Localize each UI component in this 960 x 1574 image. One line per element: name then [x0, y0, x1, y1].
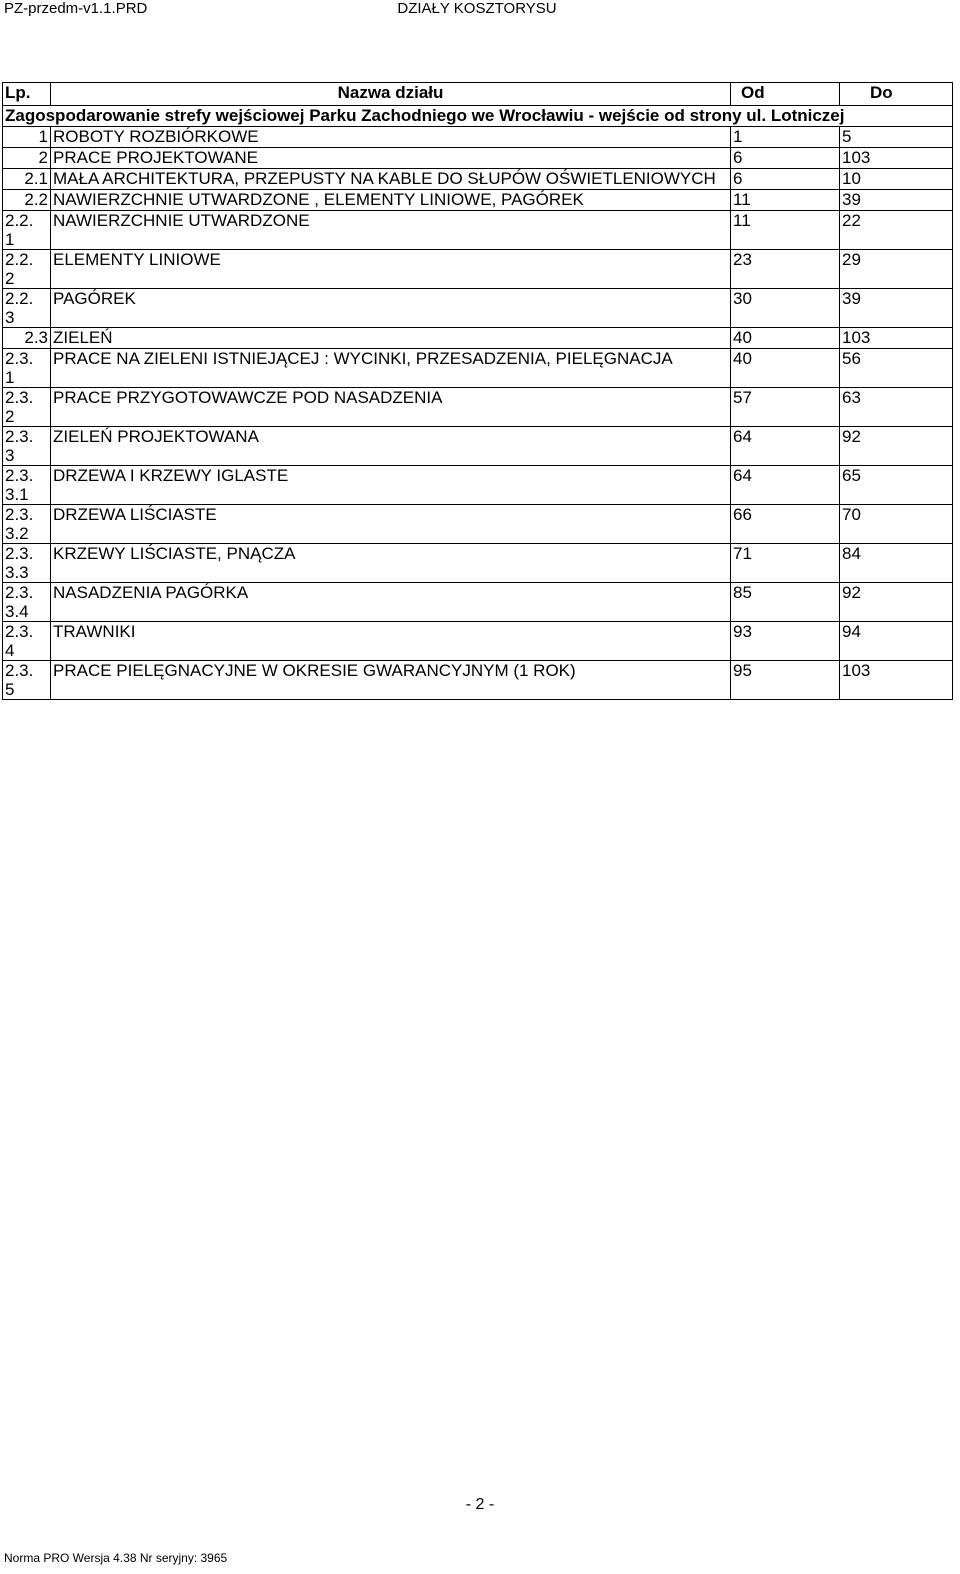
table-row	[3, 622, 953, 661]
row-name: NASADZENIA PAGÓRKA	[51, 583, 731, 622]
row-lp-line1: 2.3.	[5, 505, 34, 524]
row-lp: 2.3	[3, 328, 51, 349]
row-od: 40	[731, 328, 840, 349]
row-lp-line2: 1	[5, 368, 15, 387]
row-do: 63	[840, 388, 953, 427]
table-row	[3, 148, 953, 169]
table-row	[3, 211, 953, 250]
row-lp-line1: 2.3.	[5, 544, 34, 563]
row-lp: 2.1	[3, 169, 51, 190]
row-lp	[3, 289, 51, 328]
table-body	[3, 127, 953, 700]
row-lp-line2: 4	[5, 641, 15, 660]
row-name: PRACE PRZYGOTOWAWCZE POD NASADZENIA	[51, 388, 731, 427]
row-od: 93	[731, 622, 840, 661]
row-do: 56	[840, 349, 953, 388]
column-header-name: Nazwa działu	[51, 83, 731, 106]
file-name: PZ-przedm-v1.1.PRD	[4, 0, 148, 17]
row-od: 1	[731, 127, 840, 148]
row-lp	[3, 250, 51, 289]
row-od: 6	[731, 148, 840, 169]
row-name: ELEMENTY LINIOWE	[51, 250, 731, 289]
table-row	[3, 466, 953, 505]
row-od: 64	[731, 427, 840, 466]
row-do: 65	[840, 466, 953, 505]
row-lp-line1: 2.3.	[5, 466, 34, 485]
row-do: 103	[840, 661, 953, 700]
row-lp	[3, 544, 51, 583]
row-lp	[3, 427, 51, 466]
row-do: 29	[840, 250, 953, 289]
sections-table	[2, 82, 953, 700]
row-od: 57	[731, 388, 840, 427]
column-header-od: Od	[731, 83, 840, 106]
row-lp-line1: 2.2.	[5, 250, 34, 269]
table-row	[3, 388, 953, 427]
row-lp	[3, 622, 51, 661]
row-name: ZIELEŃ PROJEKTOWANA	[51, 427, 731, 466]
row-od: 85	[731, 583, 840, 622]
footer-note: Norma PRO Wersja 4.38 Nr seryjny: 3965	[4, 1551, 228, 1565]
row-lp-line2: 1	[5, 230, 15, 249]
row-lp-line1: 2.3.	[5, 583, 34, 602]
row-lp	[3, 505, 51, 544]
row-name: TRAWNIKI	[51, 622, 731, 661]
row-od: 95	[731, 661, 840, 700]
row-do: 92	[840, 583, 953, 622]
column-header-do: Do	[840, 83, 953, 106]
row-lp-line2: 3	[5, 308, 15, 327]
row-lp-line2: 3.4	[5, 602, 29, 621]
row-lp-line2: 2	[5, 407, 15, 426]
row-lp-line1: 2.3.	[5, 622, 34, 641]
row-name: MAŁA ARCHITEKTURA, PRZEPUSTY NA KABLE DO SŁUPÓW OŚWIETLENIOWYCH	[51, 169, 731, 190]
row-name: PRACE NA ZIELENI ISTNIEJĄCEJ : WYCINKI, PRZESADZENIA, PIELĘGNACJA	[51, 349, 731, 388]
table-row	[3, 190, 953, 211]
row-lp	[3, 583, 51, 622]
row-lp	[3, 349, 51, 388]
row-name: DRZEWA I KRZEWY IGLASTE	[51, 466, 731, 505]
row-lp-line1: 2.3.	[5, 661, 34, 680]
row-name: PAGÓREK	[51, 289, 731, 328]
row-lp-line2: 3.3	[5, 563, 29, 582]
row-lp: 2.2	[3, 190, 51, 211]
row-do: 84	[840, 544, 953, 583]
table-row	[3, 505, 953, 544]
row-do: 5	[840, 127, 953, 148]
row-od: 23	[731, 250, 840, 289]
row-do: 103	[840, 328, 953, 349]
table-row	[3, 169, 953, 190]
row-lp	[3, 388, 51, 427]
row-do: 94	[840, 622, 953, 661]
table-row	[3, 661, 953, 700]
row-od: 40	[731, 349, 840, 388]
table-row	[3, 427, 953, 466]
row-od: 71	[731, 544, 840, 583]
row-do: 10	[840, 169, 953, 190]
row-lp-line1: 2.3.	[5, 388, 34, 407]
row-od: 66	[731, 505, 840, 544]
row-lp	[3, 661, 51, 700]
table-row	[3, 127, 953, 148]
row-od: 64	[731, 466, 840, 505]
row-lp-line2: 5	[5, 680, 15, 699]
table-row	[3, 583, 953, 622]
row-do: 103	[840, 148, 953, 169]
row-lp-line2: 3.2	[5, 524, 29, 543]
row-lp: 2	[3, 148, 51, 169]
row-od: 30	[731, 289, 840, 328]
row-od: 11	[731, 190, 840, 211]
page-number: - 2 -	[465, 1496, 495, 1513]
row-do: 92	[840, 427, 953, 466]
row-do: 22	[840, 211, 953, 250]
column-header-lp: Lp.	[3, 83, 51, 106]
row-name: ZIELEŃ	[51, 328, 731, 349]
row-lp-line1: 2.2.	[5, 289, 34, 308]
row-od: 6	[731, 169, 840, 190]
row-lp	[3, 211, 51, 250]
row-lp-line2: 3	[5, 446, 15, 465]
table-header-row	[3, 83, 953, 106]
document-title-text: DZIAŁY KOSZTORYSU	[397, 0, 557, 17]
row-lp-line2: 3.1	[5, 485, 29, 504]
row-do: 39	[840, 289, 953, 328]
row-do: 70	[840, 505, 953, 544]
row-do: 39	[840, 190, 953, 211]
table-row	[3, 250, 953, 289]
row-lp	[3, 466, 51, 505]
row-name: PRACE PIELĘGNACYJNE W OKRESIE GWARANCYJNYM (1 ROK)	[51, 661, 731, 700]
row-lp: 1	[3, 127, 51, 148]
row-name: ROBOTY ROZBIÓRKOWE	[51, 127, 731, 148]
project-title: Zagospodarowanie strefy wejściowej Parku Zachodniego we Wrocławiu - wejście od strony ul. Lotniczej	[3, 106, 953, 127]
document-title	[0, 0, 960, 17]
row-lp-line2: 2	[5, 269, 15, 288]
row-lp-line1: 2.3.	[5, 349, 34, 368]
table-row	[3, 349, 953, 388]
row-name: NAWIERZCHNIE UTWARDZONE	[51, 211, 731, 250]
table-row	[3, 289, 953, 328]
table-row	[3, 328, 953, 349]
row-lp-line1: 2.2.	[5, 211, 34, 230]
row-lp-line1: 2.3.	[5, 427, 34, 446]
row-name: PRACE PROJEKTOWANE	[51, 148, 731, 169]
row-od: 11	[731, 211, 840, 250]
table-title-row	[3, 106, 953, 127]
table-row	[3, 544, 953, 583]
row-name: KRZEWY LIŚCIASTE, PNĄCZA	[51, 544, 731, 583]
row-name: NAWIERZCHNIE UTWARDZONE , ELEMENTY LINIOWE, PAGÓREK	[51, 190, 731, 211]
row-name: DRZEWA LIŚCIASTE	[51, 505, 731, 544]
